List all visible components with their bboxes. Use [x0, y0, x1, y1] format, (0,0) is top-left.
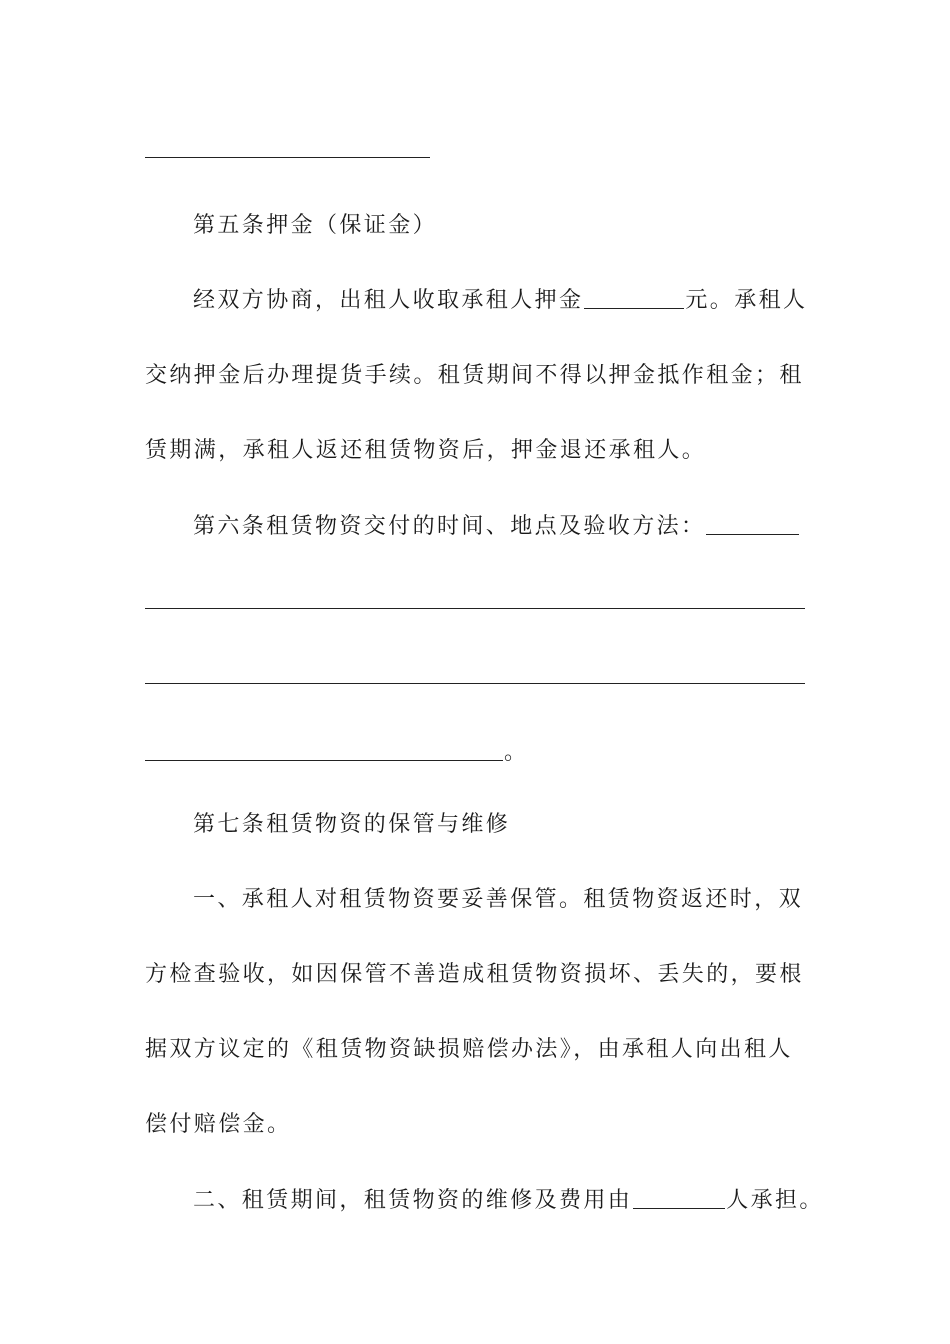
fill-in-line: [145, 157, 430, 158]
article-7-item-1-line-3: 据双方议定的《租赁物资缺损赔偿办法》，由承租人向出租人: [145, 1037, 793, 1062]
article-7-item-1-line-4: 偿付赔偿金。: [145, 1112, 292, 1137]
article-5-text-a: 经双方协商，出租人收取承租人押金: [193, 288, 584, 313]
article-6-title-line: [193, 512, 805, 542]
article-7-item-1-line-2: 方检查验收，如因保管不善造成租赁物资损坏、丢失的，要根: [145, 962, 804, 987]
repair-party-blank: [633, 1186, 725, 1209]
article-7-item-2-text-a: 二、租赁期间，租赁物资的维修及费用由: [193, 1188, 633, 1213]
article-6-end-mark: 。: [504, 740, 529, 765]
deposit-amount-blank: [584, 286, 684, 309]
article-5-line-1: [193, 286, 808, 316]
article-7-item-2-line: [193, 1186, 824, 1216]
article-5-line-2: 交纳押金后办理提货手续。租赁期间不得以押金抵作租金；租: [145, 363, 804, 388]
article-7-title: 第七条租赁物资的保管与维修: [193, 812, 511, 837]
delivery-terms-blank: [706, 512, 799, 535]
article-7-item-2-text-b: 人承担。: [726, 1188, 824, 1213]
article-6-end-line: [145, 738, 805, 768]
article-5-text-b: 元。承租人: [685, 288, 808, 313]
fill-in-line: [145, 683, 805, 684]
article-6-title: 第六条租赁物资交付的时间、地点及验收方法：: [193, 514, 706, 539]
delivery-terms-blank-end: [145, 738, 503, 761]
article-5-line-3: 赁期满，承租人返还租赁物资后，押金退还承租人。: [145, 438, 707, 463]
article-7-item-1-line-1: 一、承租人对租赁物资要妥善保管。租赁物资返还时，双: [193, 887, 804, 912]
article-5-title: 第五条押金（保证金）: [193, 213, 438, 238]
fill-in-line: [145, 608, 805, 609]
